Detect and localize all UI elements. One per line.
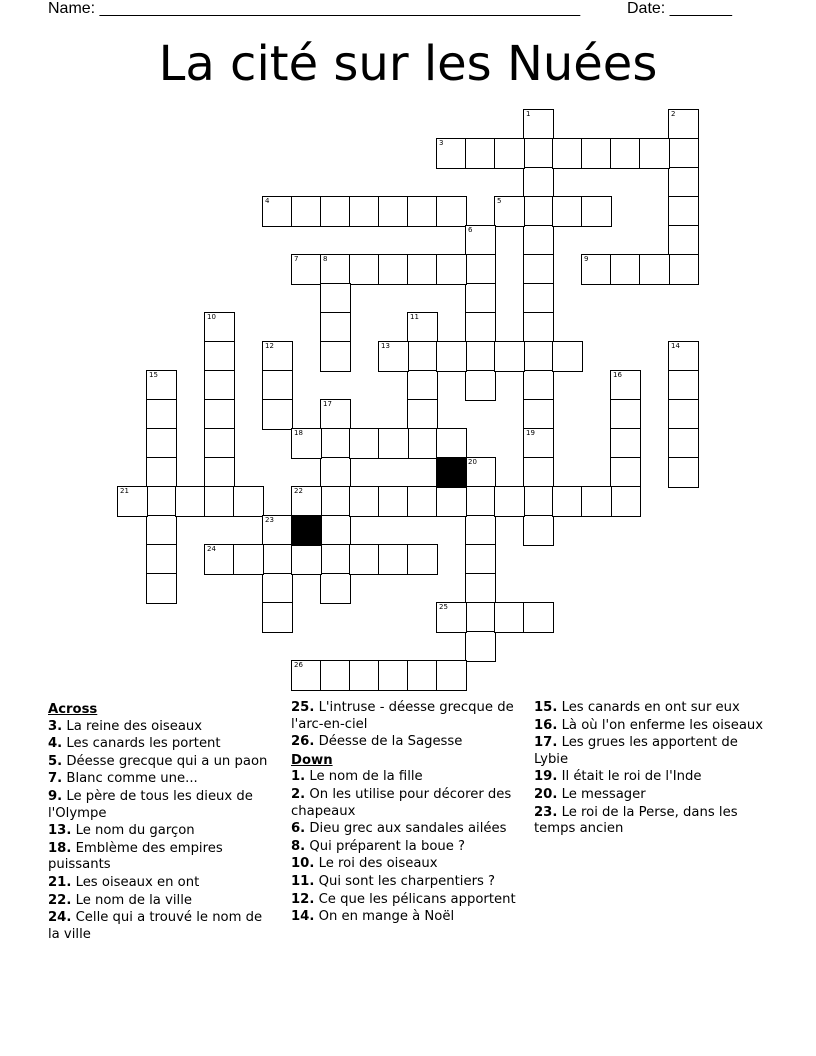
grid-cell[interactable] — [668, 109, 699, 140]
clue-across-4: 4. Les canards les portent — [48, 736, 221, 752]
grid-cell[interactable] — [378, 660, 409, 691]
clue-number: 9 — [584, 255, 589, 263]
clue-number: 10 — [207, 313, 216, 321]
grid-cell[interactable] — [320, 196, 351, 227]
clue-down-14: 14. On en mange à Noël — [291, 909, 455, 925]
grid-cell[interactable] — [233, 486, 264, 517]
grid-cell[interactable] — [523, 341, 554, 372]
grid-cell[interactable] — [581, 196, 612, 227]
clue-across-5: 5. Déesse grecque qui a un paon — [48, 753, 268, 769]
grid-cell[interactable] — [378, 254, 409, 285]
grid-cell[interactable] — [610, 399, 641, 430]
clue-number: 20 — [468, 458, 477, 466]
grid-cell[interactable] — [349, 196, 380, 227]
grid-cell[interactable] — [320, 399, 351, 430]
grid-cell[interactable] — [146, 515, 177, 546]
grid-cell[interactable] — [320, 341, 351, 372]
grid-cell[interactable] — [668, 196, 699, 227]
clue-down-15: 15. Les canards en ont sur eux — [534, 700, 740, 715]
grid-cell[interactable] — [523, 254, 554, 285]
grid-cell[interactable] — [523, 457, 554, 488]
grid-cell[interactable] — [320, 457, 351, 488]
grid-cell[interactable] — [523, 515, 554, 546]
grid-cell[interactable] — [320, 515, 351, 546]
grid-cell[interactable] — [146, 486, 177, 517]
grid-cell[interactable] — [407, 341, 438, 372]
grid-cell[interactable] — [581, 138, 612, 169]
clue-number: 19 — [526, 429, 535, 437]
grid-cell[interactable] — [146, 428, 177, 459]
grid-cell[interactable] — [204, 370, 235, 401]
grid-cell[interactable] — [204, 428, 235, 459]
clue-down-20: 20. Le messager — [534, 786, 646, 802]
grid-cell[interactable] — [262, 196, 293, 227]
clue-across-3: 3. La reine des oiseaux — [48, 718, 203, 734]
grid-cell[interactable] — [465, 457, 496, 488]
grid-cell[interactable] — [262, 399, 293, 430]
grid-cell[interactable] — [465, 544, 496, 575]
grid-cell[interactable] — [668, 428, 699, 459]
grid-cell[interactable] — [117, 486, 148, 517]
grid-cell[interactable] — [407, 660, 438, 691]
grid-cell[interactable] — [436, 196, 467, 227]
grid-cell[interactable] — [552, 196, 583, 227]
page-title: La cité sur les Nuées — [158, 36, 658, 92]
grid-cell[interactable] — [465, 341, 496, 372]
down-heading: Down — [291, 752, 333, 768]
grid-cell[interactable] — [233, 544, 264, 575]
clue-number: 7 — [294, 255, 299, 263]
grid-cell[interactable] — [581, 486, 612, 517]
grid-cell[interactable] — [494, 602, 525, 633]
clue-across-7: 7. Blanc comme une... — [48, 771, 198, 787]
grid-cell[interactable] — [668, 138, 699, 169]
clue-across-26: 26. Déesse de la Sagesse — [291, 734, 463, 750]
grid-cell[interactable] — [349, 486, 380, 517]
grid-cell[interactable] — [523, 428, 554, 459]
grid-cell[interactable] — [378, 544, 409, 575]
grid-cell[interactable] — [668, 167, 699, 198]
grid-cell[interactable] — [639, 254, 670, 285]
grid-cell[interactable] — [494, 341, 525, 372]
clue-across-22: 22. Le nom de la ville — [48, 892, 192, 908]
clue-down-1: 1. Le nom de la fille — [291, 769, 423, 785]
clues-column-3 — [534, 700, 774, 839]
clue-number: 25 — [439, 603, 448, 611]
clue-number: 24 — [207, 545, 216, 553]
grid-cell[interactable] — [291, 660, 322, 691]
clue-number: 13 — [381, 342, 390, 350]
grid-cell[interactable] — [436, 341, 467, 372]
across-heading: Across — [48, 702, 98, 717]
grid-cell[interactable] — [146, 370, 177, 401]
grid-cell[interactable] — [610, 486, 641, 517]
grid-cell[interactable] — [523, 225, 554, 256]
name-blank: ______________________________________________________ — [99, 0, 581, 17]
clue-number: 11 — [410, 313, 419, 321]
grid-cell[interactable] — [320, 544, 351, 575]
grid-cell[interactable] — [320, 312, 351, 343]
grid-cell[interactable] — [436, 138, 467, 169]
grid-cell[interactable] — [320, 660, 351, 691]
clue-down-6: 6. Dieu grec aux sandales ailées — [291, 821, 507, 837]
grid-cell[interactable] — [552, 341, 583, 372]
grid-cell[interactable] — [146, 457, 177, 488]
grid-cell[interactable] — [320, 283, 351, 314]
grid-cell[interactable] — [407, 486, 438, 517]
grid-cell[interactable] — [378, 486, 409, 517]
grid-cell[interactable] — [523, 370, 554, 401]
grid-cell[interactable] — [610, 457, 641, 488]
grid-cell[interactable] — [465, 370, 496, 401]
grid-cell[interactable] — [465, 631, 496, 662]
grid-cell[interactable] — [349, 544, 380, 575]
clue-number: 8 — [323, 255, 328, 263]
grid-cell[interactable] — [407, 370, 438, 401]
grid-cell[interactable] — [320, 486, 351, 517]
clue-down-2: 2. On les utilise pour décorer des chapeaux — [291, 786, 512, 819]
clue-number: 21 — [120, 487, 129, 495]
grid-cell[interactable] — [204, 544, 235, 575]
grid-cell[interactable] — [436, 254, 467, 285]
grid-cell[interactable] — [204, 399, 235, 430]
grid-cell[interactable] — [378, 341, 409, 372]
grid-cell[interactable] — [349, 254, 380, 285]
grid-cell[interactable] — [523, 109, 554, 140]
grid-cell[interactable] — [465, 602, 496, 633]
grid-cell[interactable] — [465, 515, 496, 546]
grid-cell[interactable] — [262, 573, 293, 604]
clue-down-11: 11. Qui sont les charpentiers ? — [291, 873, 496, 889]
grid-cell[interactable] — [552, 486, 583, 517]
grid-cell[interactable] — [668, 370, 699, 401]
clue-number: 14 — [671, 342, 680, 350]
grid-cell[interactable] — [262, 602, 293, 633]
grid-cell[interactable] — [436, 486, 467, 517]
grid-cell[interactable] — [262, 370, 293, 401]
grid-cell[interactable] — [291, 254, 322, 285]
clue-number: 23 — [265, 516, 274, 524]
black-square — [436, 457, 467, 488]
grid-cell[interactable] — [523, 486, 554, 517]
grid-cell[interactable] — [204, 341, 235, 372]
grid-cell[interactable] — [465, 486, 496, 517]
grid-cell[interactable] — [523, 399, 554, 430]
grid-cell[interactable] — [523, 602, 554, 633]
grid-cell[interactable] — [610, 138, 641, 169]
grid-cell[interactable] — [523, 138, 554, 169]
grid-cell[interactable] — [378, 196, 409, 227]
grid-cell[interactable] — [262, 544, 293, 575]
grid-cell[interactable] — [552, 138, 583, 169]
grid-cell[interactable] — [668, 254, 699, 285]
grid-cell[interactable] — [378, 428, 409, 459]
grid-cell[interactable] — [494, 196, 525, 227]
grid-cell[interactable] — [407, 312, 438, 343]
clues-column-1 — [48, 700, 276, 944]
name-label: Name: — [48, 0, 96, 17]
grid-cell[interactable] — [407, 196, 438, 227]
grid-cell[interactable] — [262, 515, 293, 546]
clue-number: 2 — [671, 110, 676, 118]
clue-down-19: 19. Il était le roi de l'Inde — [534, 769, 702, 785]
clue-down-23: 23. Le roi de la Perse, dans les temps ancien — [534, 804, 738, 837]
grid-cell[interactable] — [320, 573, 351, 604]
grid-cell[interactable] — [465, 225, 496, 256]
clue-number: 16 — [613, 371, 622, 379]
grid-cell[interactable] — [465, 283, 496, 314]
grid-cell[interactable] — [494, 138, 525, 169]
clue-number: 12 — [265, 342, 274, 350]
clue-across-9: 9. Le père de tous les dieux de l'Olympe — [48, 788, 253, 821]
grid-cell[interactable] — [204, 486, 235, 517]
grid-cell[interactable] — [320, 254, 351, 285]
clue-down-17: 17. Les grues les apportent de Lybie — [534, 735, 738, 767]
grid-cell[interactable] — [175, 486, 206, 517]
grid-cell[interactable] — [494, 486, 525, 517]
grid-cell[interactable] — [639, 138, 670, 169]
clue-number: 18 — [294, 429, 303, 437]
clue-across-21: 21. Les oiseaux en ont — [48, 874, 200, 890]
grid-cell[interactable] — [465, 312, 496, 343]
clue-number: 17 — [323, 400, 332, 408]
grid-cell[interactable] — [291, 196, 322, 227]
grid-cell[interactable] — [204, 312, 235, 343]
clue-number: 22 — [294, 487, 303, 495]
clue-number: 15 — [149, 371, 158, 379]
grid-cell[interactable] — [262, 341, 293, 372]
grid-cell[interactable] — [146, 573, 177, 604]
clue-number: 26 — [294, 661, 303, 669]
grid-cell[interactable] — [465, 254, 496, 285]
grid-cell[interactable] — [668, 457, 699, 488]
clue-down-8: 8. Qui préparent la boue ? — [291, 838, 466, 854]
grid-cell[interactable] — [407, 544, 438, 575]
grid-cell[interactable] — [465, 573, 496, 604]
grid-cell[interactable] — [407, 428, 438, 459]
grid-cell[interactable] — [668, 399, 699, 430]
clue-number: 1 — [526, 110, 531, 118]
grid-cell[interactable] — [523, 167, 554, 198]
grid-cell[interactable] — [523, 196, 554, 227]
grid-cell[interactable] — [610, 254, 641, 285]
grid-cell[interactable] — [668, 225, 699, 256]
clue-number: 5 — [497, 197, 502, 205]
grid-cell[interactable] — [349, 428, 380, 459]
grid-cell[interactable] — [407, 254, 438, 285]
black-square — [291, 515, 322, 546]
date-label: Date: — [627, 0, 666, 17]
clue-down-10: 10. Le roi des oiseaux — [291, 856, 438, 872]
grid-cell[interactable] — [146, 399, 177, 430]
clue-number: 4 — [265, 197, 270, 205]
grid-cell[interactable] — [291, 428, 322, 459]
grid-cell[interactable] — [291, 544, 322, 575]
grid-cell[interactable] — [436, 602, 467, 633]
grid-cell[interactable] — [204, 457, 235, 488]
grid-cell[interactable] — [610, 428, 641, 459]
grid-cell[interactable] — [523, 283, 554, 314]
clue-down-12: 12. Ce que les pélicans apportent — [291, 891, 516, 907]
grid-cell[interactable] — [407, 399, 438, 430]
clue-number: 3 — [439, 139, 444, 147]
grid-cell[interactable] — [523, 312, 554, 343]
grid-cell[interactable] — [668, 341, 699, 372]
clue-down-16: 16. Là où l'on enferme les oiseaux — [534, 717, 764, 733]
grid-cell[interactable] — [349, 660, 380, 691]
grid-cell[interactable] — [581, 254, 612, 285]
clue-across-25: 25. L'intruse - déesse grecque de l'arc-en-ciel — [291, 700, 514, 732]
grid-cell[interactable] — [436, 660, 467, 691]
grid-cell[interactable] — [320, 428, 351, 459]
clue-across-24: 24. Celle qui a trouvé le nom de la ville — [48, 910, 263, 942]
grid-cell[interactable] — [291, 486, 322, 517]
grid-cell[interactable] — [436, 428, 467, 459]
grid-cell[interactable] — [610, 370, 641, 401]
grid-cell[interactable] — [146, 544, 177, 575]
clue-across-13: 13. Le nom du garçon — [48, 823, 195, 839]
clues-column-2 — [291, 700, 519, 927]
grid-cell[interactable] — [465, 138, 496, 169]
clue-across-18: 18. Emblème des empires puissants — [48, 840, 223, 873]
date-blank: _______ — [669, 0, 732, 17]
clue-number: 6 — [468, 226, 473, 234]
